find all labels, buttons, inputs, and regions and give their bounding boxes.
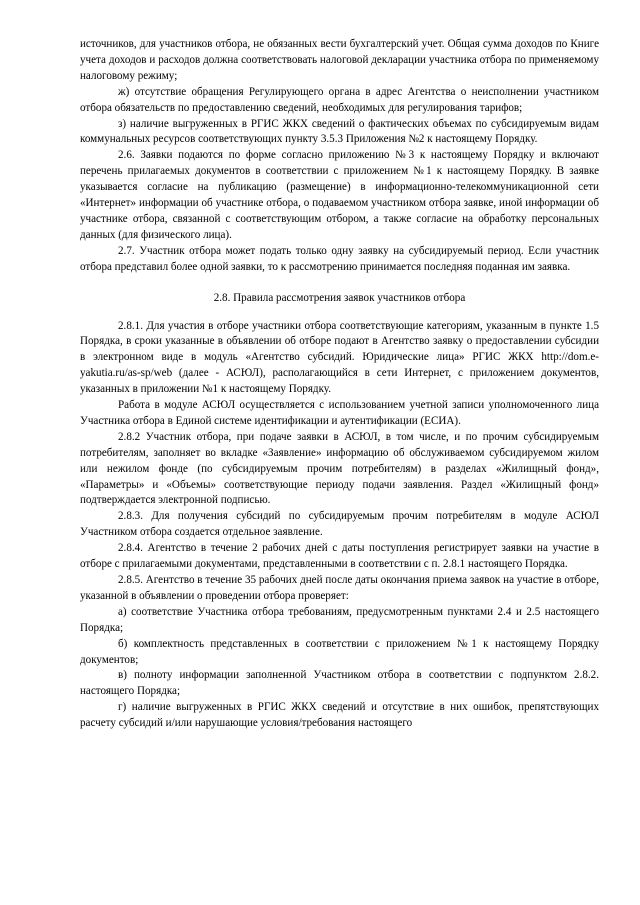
spacer: [80, 276, 599, 291]
paragraph-item-b: б) комплектность представленных в соответствии с приложением №1 к настоящему Порядку документов;: [80, 637, 599, 666]
paragraph-item-v: в) полноту информации заполненной Участником отбора в соответствии с подпунктом 2.8.2. настоящего Порядка;: [80, 669, 599, 698]
paragraph-income-sources: источников, для участников отбора, не обязанных вести бухгалтерский учет. Общая сумма доходов по Книге учета доходов и расходов должна соответствовать налоговой декларации участника отбора по применяемому налоговому режиму;: [80, 38, 599, 82]
paragraph-item-zh: ж) отсутствие обращения Регулирующего органа в адрес Агентства о неисполнении участником отбора обязательств по предоставлению сведений, необходимых для регулирования тарифов;: [80, 85, 599, 114]
paragraph-2-8-5: 2.8.5. Агентство в течение 35 рабочих дней после даты окончания приема заявок на участие в отборе, указанной в объявлении о проведении отбора проверяет:: [80, 574, 599, 602]
paragraph-2-6: 2.6. Заявки подаются по форме согласно приложению №3 к настоящему Порядку и включают перечень прилагаемых документов в соответствии с приложением №1 к настоящему Порядку. В заявке указывается согласие на публикацию (размещение) в информационно-телекоммуникационной сети «Интернет» информации об участнике отбора, о подаваемом участником отбора заявке, иной информации об участнике отбора, связанной с соответствующим отбором, а также согласие на обработку персональных данных (для физического лица).: [80, 149, 599, 241]
paragraph-asyul-work: Работа в модуле АСЮЛ осуществляется с использованием учетной записи уполномоченного лица Участника отбора в Единой системе идентификации и аутентификации (ЕСИА).: [80, 399, 599, 427]
document-body: [80, 37, 599, 732]
paragraph-2-8-4: 2.8.4. Агентство в течение 2 рабочих дней с даты поступления регистрирует заявки на участие в отборе с прилагаемыми документами, представленными в соответствии с п. 2.8.1 настоящего Порядка.: [80, 542, 599, 571]
section-heading-2-8: 2.8. Правила рассмотрения заявок участников отбора: [213, 291, 466, 304]
paragraph-item-z: з) наличие выгруженных в РГИС ЖКХ сведений о фактических объемах по субсидируемым видам коммунальных ресурсов соответствующих пункту 3.5.3 Приложения №2 к настоящему Порядку.: [80, 117, 599, 146]
paragraph-2-8-3: 2.8.3. Для получения субсидий по субсидируемым прочим потребителям в модуле АСЮЛ Участником отбора создается отдельное заявление.: [80, 510, 599, 539]
paragraph-item-a: а) соответствие Участника отбора требованиям, предусмотренным пунктами 2.4 и 2.5 настоящего Порядка;: [80, 605, 599, 634]
paragraph-2-7: 2.7. Участник отбора может подать только одну заявку на субсидируемый период. Если участник отбора представил более одной заявки, то к рассмотрению принимается последняя поданная им заявка.: [80, 244, 599, 273]
paragraph-2-8-1: 2.8.1. Для участия в отборе участники отбора соответствующие категориям, указанным в пункте 1.5 Порядка, в сроки указанные в объявлении об отборе подают в Агентство заявку о предоставлении субсидии в электронном виде в модуль «Агентство субсидий. Юридические лица» РГИС ЖКХ http://dom.e-yakutia.ru/as-sp/web (далее - АСЮЛ), располагающийся в сети Интернет, с приложением документов, указанных в приложении №1 к настоящему Порядку.: [80, 319, 599, 396]
paragraph-2-8-2: 2.8.2 Участник отбора, при подаче заявки в АСЮЛ, в том числе, и по прочим субсидируемым потребителям, заполняет во вкладке «Заявление» информацию об обслуживаемом субсидируемом жилом или нежилом фонде (по субсидируемым прочим потребителям) в разделах «Жилищный фонд», «Параметры» и «Объемы» соответствующие периоду подачи заявления. Раздел «Жилищный фонд» подтверждается электронной подписью.: [80, 430, 599, 507]
paragraph-item-g: г) наличие выгруженных в РГИС ЖКХ сведений и отсутствие в них ошибок, препятствующих расчету субсидий и/или нарушающие условия/требования настоящего: [80, 701, 599, 730]
spacer: [80, 307, 599, 319]
